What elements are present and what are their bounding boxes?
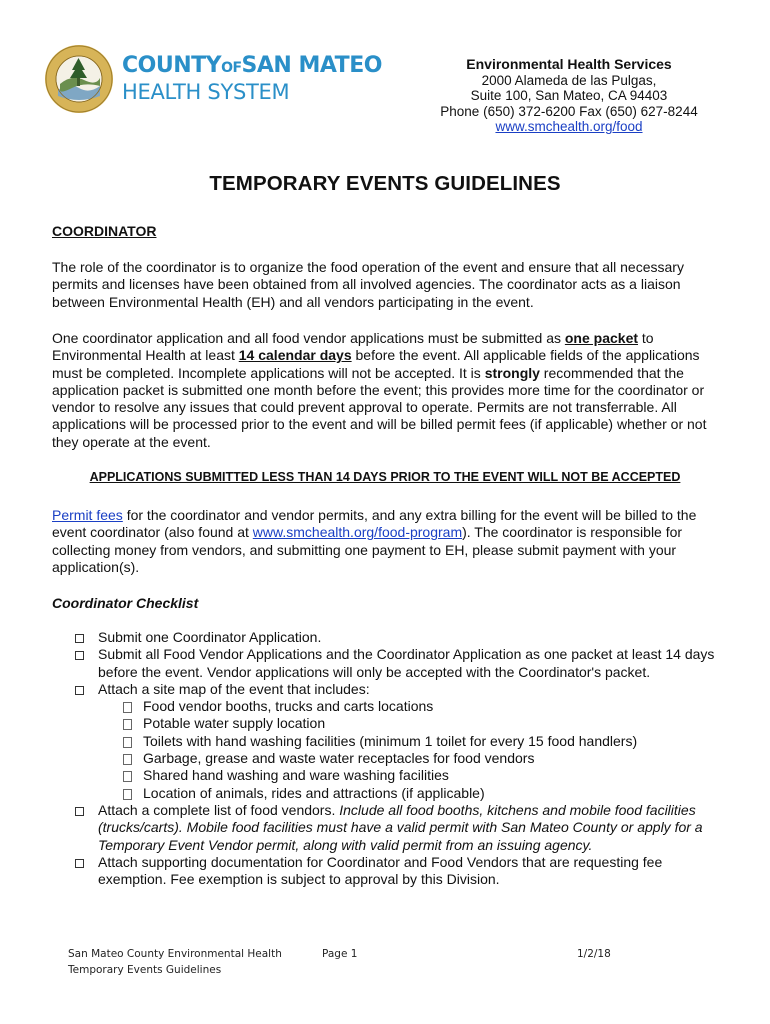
emphasis-strongly: strongly (484, 364, 540, 381)
checkbox-icon[interactable] (123, 737, 132, 748)
checkbox-icon[interactable] (123, 771, 132, 782)
food-program-link[interactable]: www.smchealth.org/food-program (252, 524, 463, 541)
list-item: Shared hand washing and ware washing facilities (52, 767, 720, 784)
paragraph-packet: One coordinator application and all food vendor applications must be submitted as one packet to Environmental Health at least 14 calendar days before the event. All applicable fields of the applications must be completed. Incomplete applications will not be accepted. It is strongly recommended that the application packet is submitted one month before the event; this provides more time for the coordinator or vendor to resolve any issues that could prevent approval to operate. Permits are not transferrable. All applications will be processed prior to the event and will be billed permit fees (if applicable) whether or not they operate at the event. (52, 330, 707, 450)
page-number: Page 1 (322, 948, 358, 960)
footer-org: San Mateo County Environmental Health (68, 948, 282, 960)
checklist-item: Attach a complete list of food vendors. Include all food booths, kitchens and mobile food facilities (trucks/carts). Mobile food facilities must have a valid permit with San Mateo County or apply for a Temporary Event Vendor permit, along with valid permit from an issuing agency. (52, 802, 720, 854)
contact-block (418, 57, 720, 135)
department-name: Environmental Health Services (466, 56, 672, 72)
checklist-item: Submit all Food Vendor Applications and the Coordinator Application as one packet at least 14 days before the event. Vendor applications will only be accepted with the Coordinator's packet. (52, 646, 720, 681)
website-link[interactable]: www.smchealth.org/food (495, 119, 643, 134)
checkbox-icon[interactable] (75, 634, 84, 643)
footer-doc-name: Temporary Events Guidelines (68, 964, 222, 976)
brand-county-name: COUNTYOFSAN MATEO (122, 53, 382, 78)
footer-date: 1/2/18 (577, 948, 611, 960)
county-seal-logo (44, 44, 114, 114)
checklist-item: Attach supporting documentation for Coordinator and Food Vendors that are requesting fee exemption. Fee exemption is subject to approval by this Division. (52, 854, 720, 889)
checklist-heading: Coordinator Checklist (52, 595, 199, 611)
paragraph-role: The role of the coordinator is to organize the food operation of the event and ensure that all necessary permits and licenses have been obtained from all involved agencies. The coordinator acts as a liaison between Environmental Health (EH) and all vendors participating in the event. (52, 259, 684, 310)
checkbox-icon[interactable] (123, 702, 132, 713)
address-line-2: Suite 100, San Mateo, CA 94403 (470, 88, 668, 103)
list-item: Toilets with hand washing facilities (minimum 1 toilet for every 15 food handlers) (52, 733, 720, 750)
list-item: Garbage, grease and waste water receptacles for food vendors (52, 750, 720, 767)
section-heading-coordinator: COORDINATOR (52, 223, 157, 239)
phone-fax: Phone (650) 372-6200 Fax (650) 627-8244 (440, 103, 698, 119)
brand-health-system: HEALTH SYSTEM (122, 80, 290, 104)
address-line-1: 2000 Alameda de las Pulgas, (481, 72, 657, 88)
emphasis-14-days: 14 calendar days (238, 347, 352, 364)
list-item: Food vendor booths, trucks and carts locations (52, 698, 720, 715)
coordinator-checklist (52, 629, 720, 888)
footer-left (68, 946, 282, 978)
checkbox-icon[interactable] (75, 859, 84, 868)
emphasis-one-packet: one packet (564, 330, 639, 346)
checkbox-icon[interactable] (123, 754, 132, 765)
deadline-warning: APPLICATIONS SUBMITTED LESS THAN 14 DAYS PRIOR TO THE EVENT WILL NOT BE ACCEPTED (89, 470, 681, 484)
paragraph-fees: Permit fees for the coordinator and vendor permits, and any extra billing for the event will be billed to the event coordinator (also found at www.smchealth.org/food-program). The coordinator is responsible for collecting money from vendors, and submitting one payment to EH, please submit payment with your application(s). (52, 507, 697, 575)
checklist-item: Submit one Coordinator Application. (52, 629, 720, 646)
document-title: TEMPORARY EVENTS GUIDELINES (209, 172, 561, 195)
checkbox-icon[interactable] (75, 686, 84, 695)
county-health-system-brand (122, 54, 382, 104)
checkbox-icon[interactable] (75, 651, 84, 660)
checklist-item: Attach a site map of the event that includes: (52, 681, 720, 698)
permit-fees-link[interactable]: Permit fees (52, 507, 123, 523)
checkbox-icon[interactable] (123, 789, 132, 800)
checkbox-icon[interactable] (123, 719, 132, 730)
site-map-requirements (52, 698, 720, 802)
list-item: Potable water supply location (52, 715, 720, 732)
list-item: Location of animals, rides and attractions (if applicable) (52, 785, 720, 802)
checkbox-icon[interactable] (75, 807, 84, 816)
